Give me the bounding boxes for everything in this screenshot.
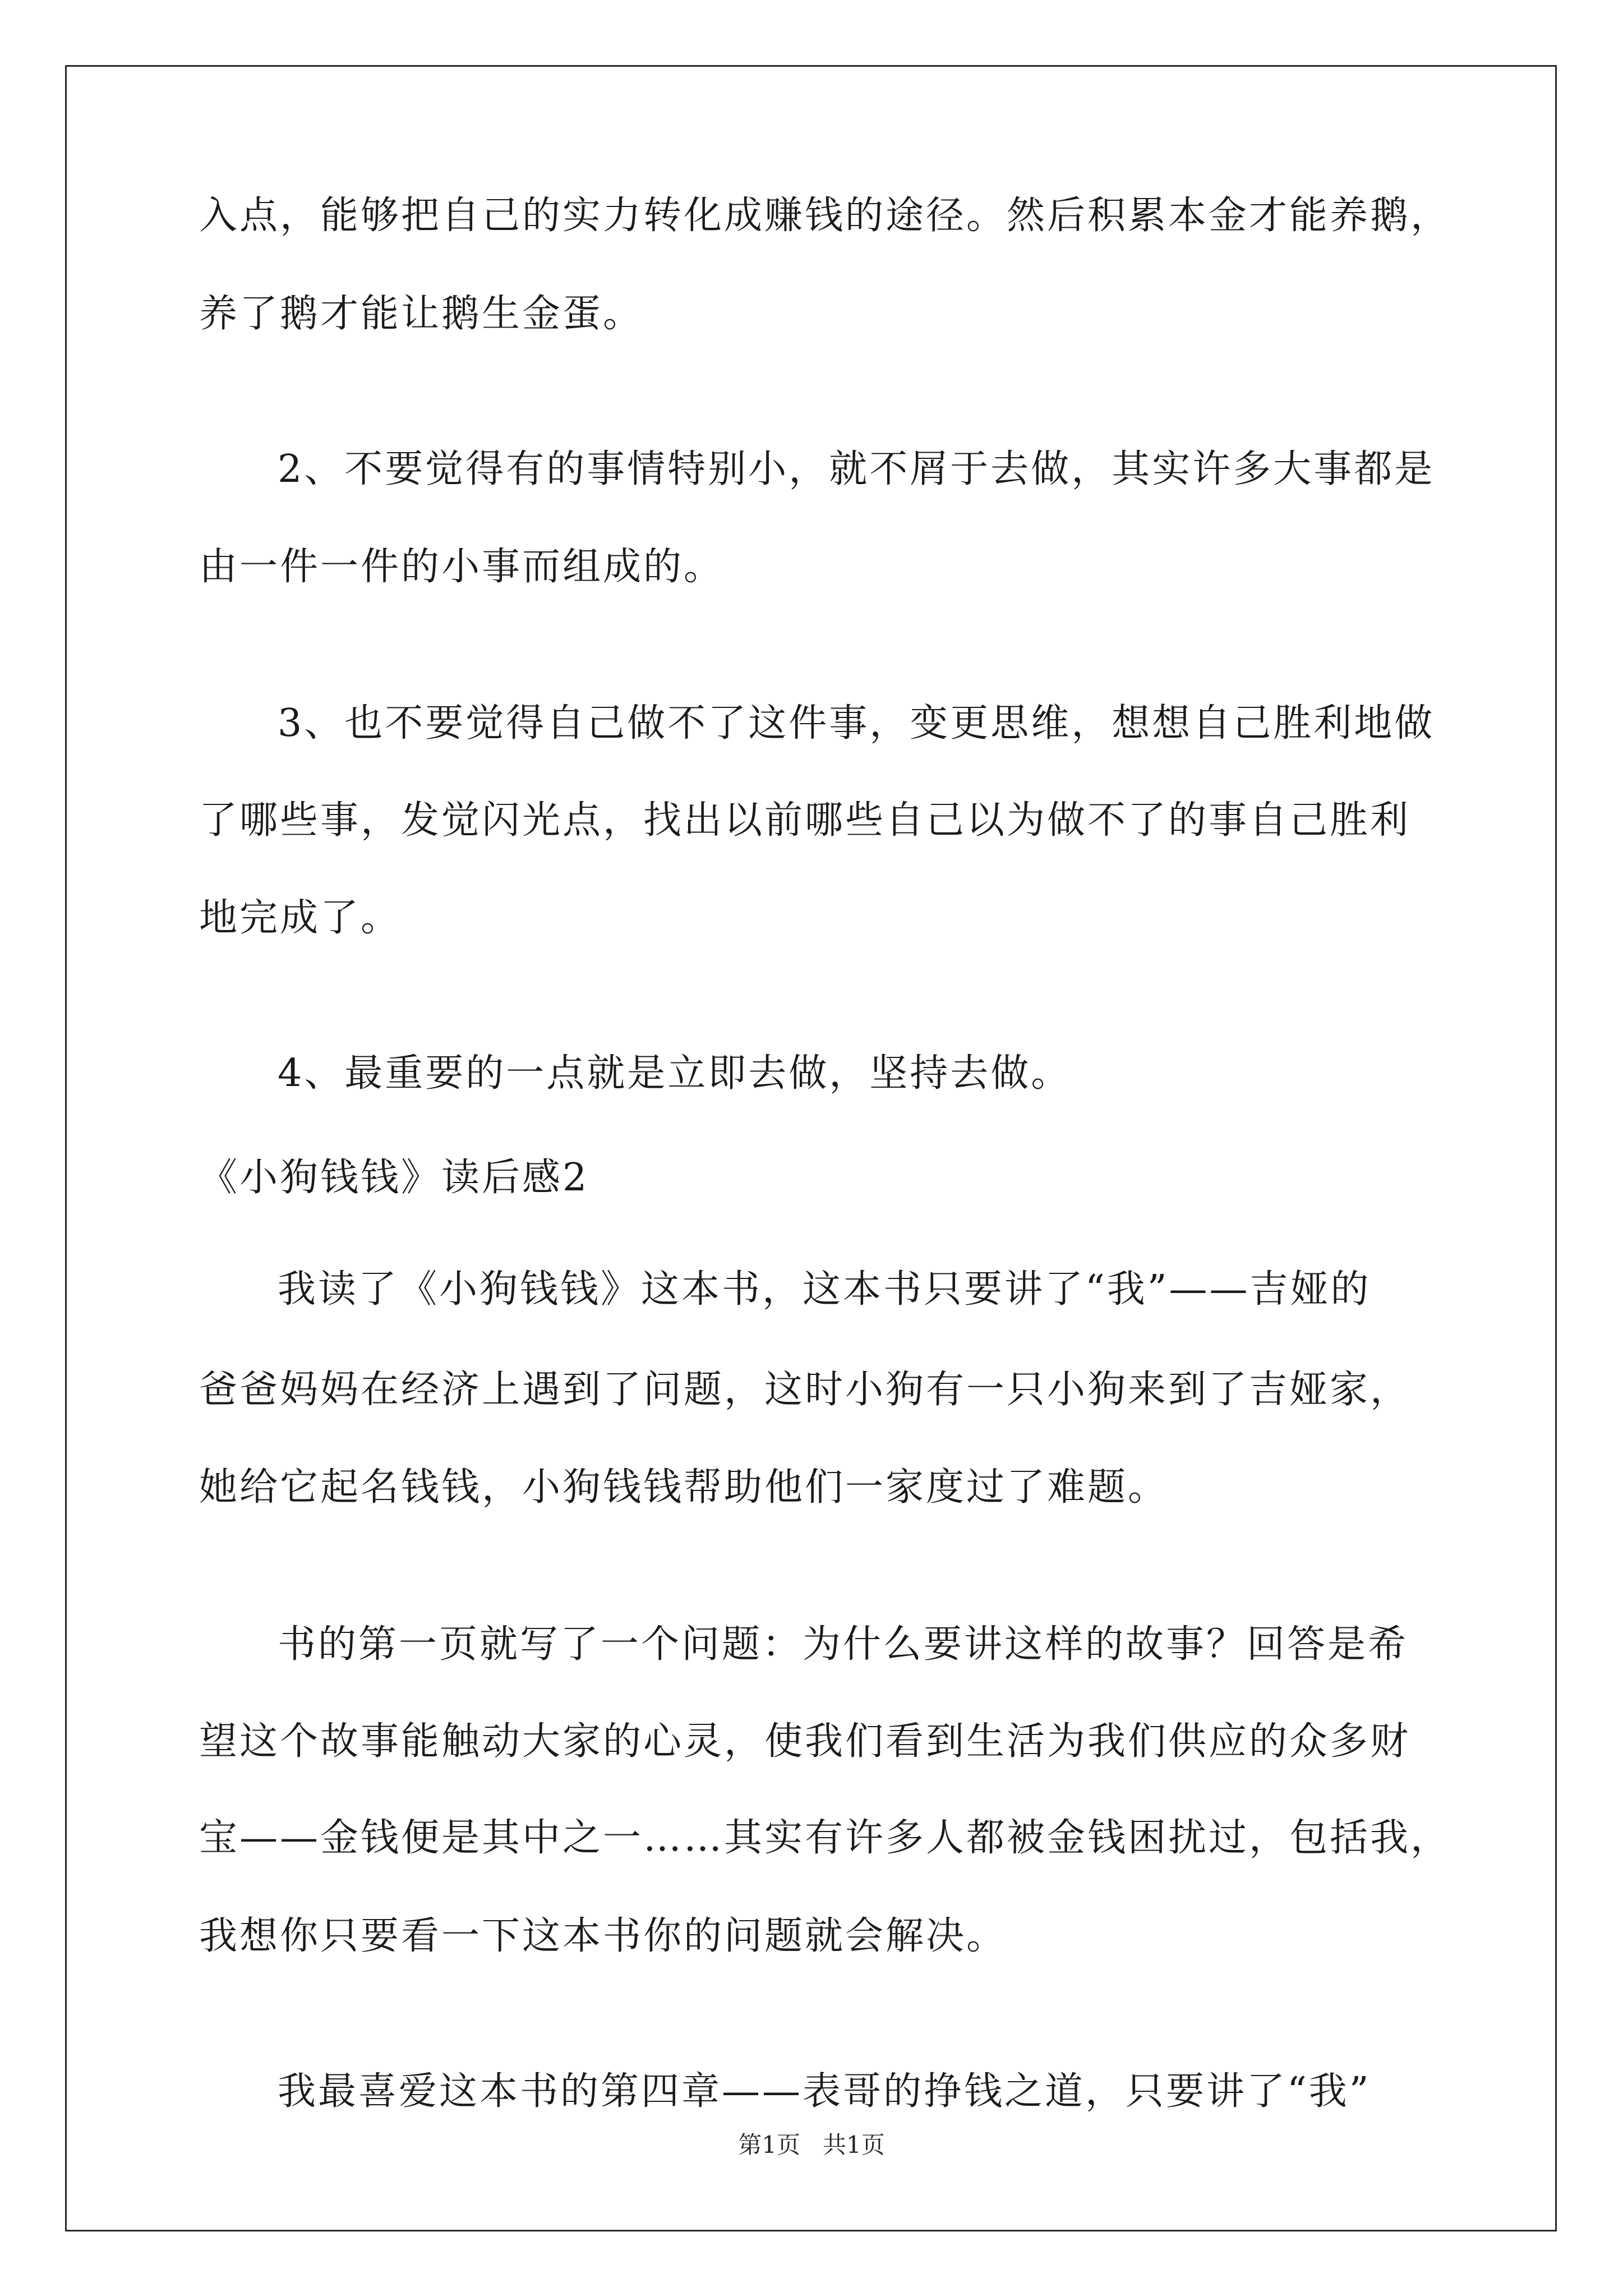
text-line: 宝——金钱便是其中之一……其实有许多人都被金钱困扰过，包括我， — [199, 1816, 1451, 1860]
text-line: 我读了《小狗钱钱》这本书，这本书只要讲了“我”——吉娅的 — [278, 1267, 1371, 1312]
text-line: 由一件一件的小事而组成的。 — [199, 545, 725, 589]
text-line: 她给它起名钱钱，小狗钱钱帮助他们一家度过了难题。 — [199, 1465, 1169, 1510]
page-number-footer: 第1页 共1页 — [738, 2131, 885, 2159]
page-border — [65, 65, 1557, 2231]
text-line: 地完成了。 — [199, 896, 402, 940]
text-line: 我想你只要看一下这本书你的问题就会解决。 — [199, 1914, 1007, 1958]
text-line: 了哪些事，发觉闪光点，找出以前哪些自己以为做不了的事自己胜利 — [199, 798, 1411, 843]
text-line: 2、不要觉得有的事情特别小，就不屑于去做，其实许多大事都是 — [278, 447, 1435, 491]
text-line: 爸爸妈妈在经济上遇到了问题，这时小狗有一只小狗来到了吉娅家， — [199, 1368, 1411, 1412]
text-line: 我最喜爱这本书的第四章——表哥的挣钱之道，只要讲了“我” — [278, 2069, 1371, 2114]
text-line: 3、也不要觉得自己做不了这件事，变更思维，想想自己胜利地做 — [278, 701, 1435, 746]
text-line: 养了鹅才能让鹅生金蛋。 — [199, 292, 644, 336]
text-line: 4、最重要的一点就是立即去做，坚持去做。 — [278, 1051, 1072, 1096]
text-line: 书的第一页就写了一个问题：为什么要讲这样的故事？回答是希 — [278, 1622, 1409, 1667]
text-line: 入点，能够把自己的实力转化成赚钱的途径。然后积累本金才能养鹅， — [199, 194, 1451, 238]
section-heading: 《小狗钱钱》读后感2 — [199, 1156, 589, 1200]
text-line: 望这个故事能触动大家的心灵，使我们看到生活为我们供应的众多财 — [199, 1719, 1411, 1764]
